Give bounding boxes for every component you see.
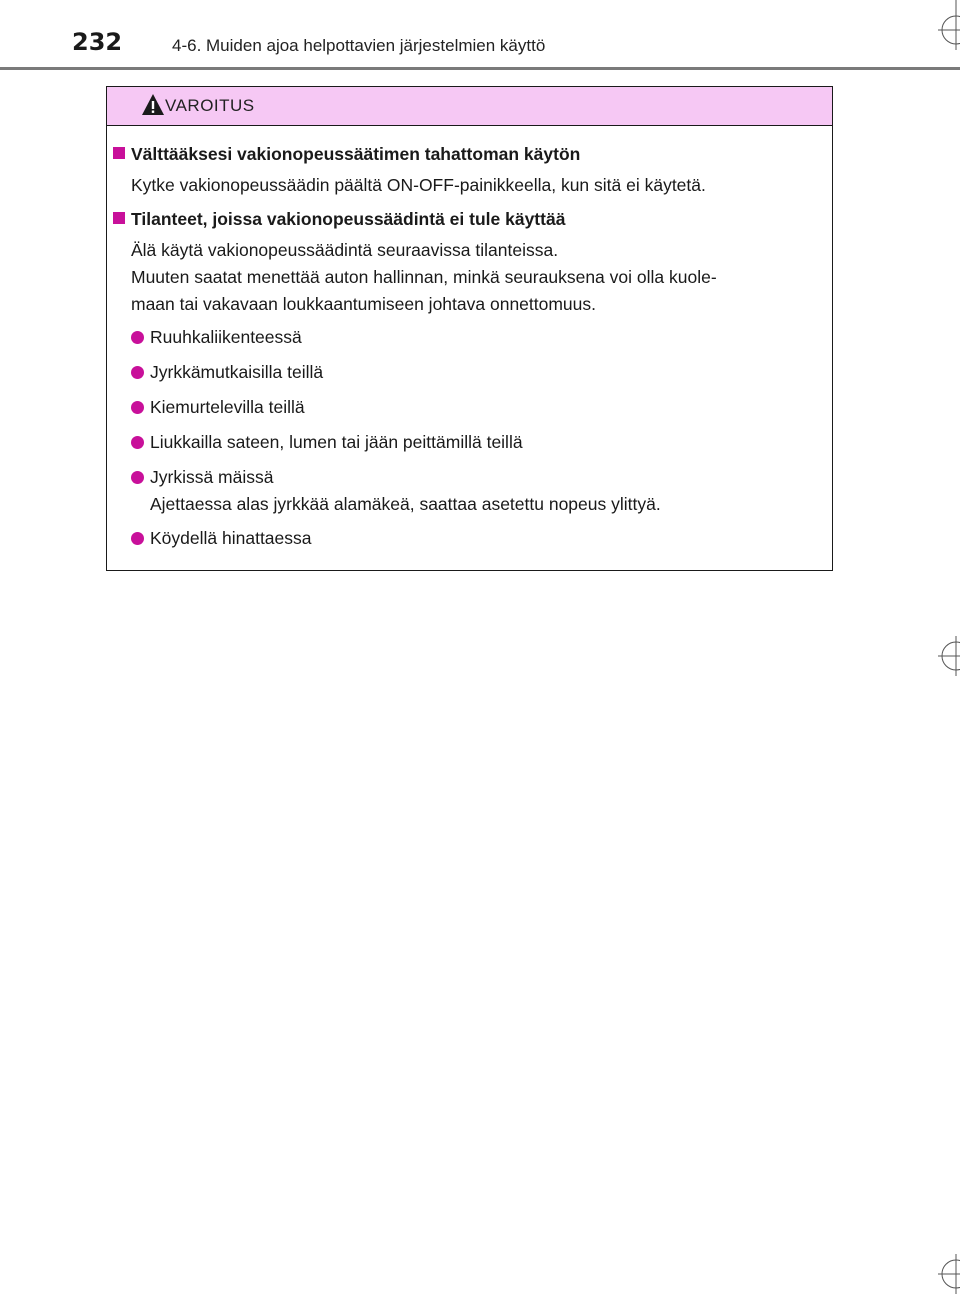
list-item: Köydellä hinattaessa: [131, 525, 312, 552]
paragraph: Älä käytä vakionopeussäädintä seuraavissa tilanteissa.: [131, 240, 559, 260]
page-number: 232: [72, 28, 123, 56]
round-bullet-icon: [131, 331, 144, 344]
header-rule: [0, 67, 960, 70]
paragraph: Muuten saatat menettää auton hallinnan, minkä seurauksena voi olla kuole-: [131, 267, 717, 287]
warning-triangle-icon: [141, 93, 165, 117]
list-item: Liukkailla sateen, lumen tai jään peittämillä teillä: [131, 429, 523, 456]
round-bullet-icon: [131, 436, 144, 449]
section-title: 4-6. Muiden ajoa helpottavien järjestelmien käyttö: [172, 36, 546, 55]
paragraph: maan tai vakavaan loukkaantumiseen johtava onnettomuus.: [131, 294, 597, 314]
warning-label: VAROITUS: [165, 96, 255, 115]
section-heading: Tilanteet, joissa vakionopeussäädintä ei tule käyttää: [113, 209, 565, 230]
registration-mark-icon: [938, 0, 960, 50]
warning-box: [106, 86, 833, 571]
warning-header: [107, 87, 832, 126]
registration-mark-icon: [938, 1254, 960, 1294]
page-header: [0, 0, 960, 70]
list-item: Jyrkissä mäissä Ajettaessa alas jyrkkää alamäkeä, saattaa asetettu nopeus ylittyä.: [131, 464, 661, 518]
list-item: Jyrkkämutkaisilla teillä: [131, 359, 323, 386]
square-bullet-icon: [113, 147, 125, 159]
paragraph: Kytke vakionopeussäädin päältä ON-OFF-painikkeella, kun sitä ei käytetä.: [131, 175, 706, 195]
square-bullet-icon: [113, 212, 125, 224]
round-bullet-icon: [131, 366, 144, 379]
list-item-detail: Ajettaessa alas jyrkkää alamäkeä, saattaa asetettu nopeus ylittyä.: [150, 494, 661, 514]
list-item: Kiemurtelevilla teillä: [131, 394, 305, 421]
round-bullet-icon: [131, 401, 144, 414]
round-bullet-icon: [131, 532, 144, 545]
list-item: Ruuhkaliikenteessä: [131, 324, 302, 351]
registration-mark-icon: [938, 636, 960, 676]
section-heading: Välttääksesi vakionopeussäätimen tahattoman käytön: [113, 144, 580, 165]
round-bullet-icon: [131, 471, 144, 484]
